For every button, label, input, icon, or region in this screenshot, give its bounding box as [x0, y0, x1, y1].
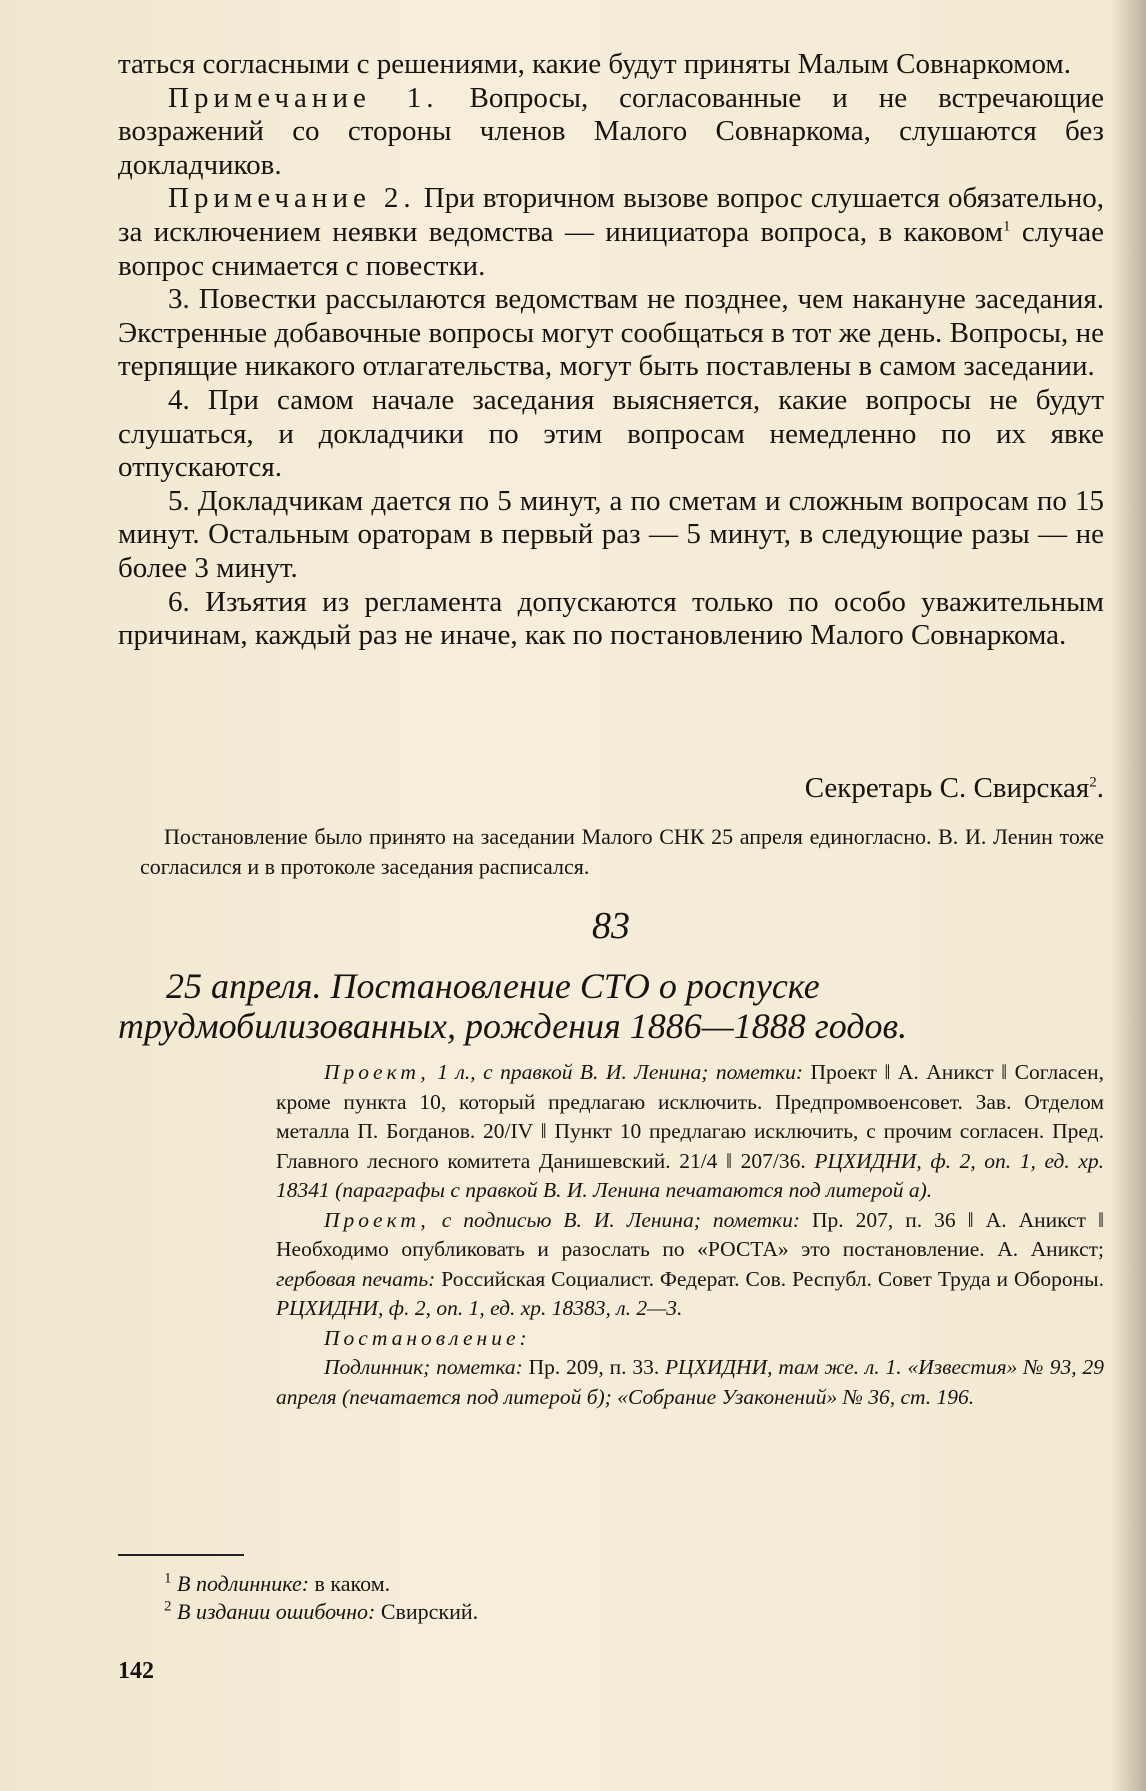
footnote-1: $^1$ В подлиннике: в каком.	[164, 1570, 391, 1596]
item-4: 4. При самом начале заседания выясняется, какие вопросы не будут слушаться, и докладчики по этим вопросам немедленно по их явке отпускаются.	[118, 383, 1104, 484]
document-title: 25 апреля. Постановление СТО о роспуске трудмобилизованных, рождения 1886—1888 годов.	[118, 966, 908, 1046]
commentary: Постановление было принято на заседании Малого СНК 25 апреля единогласно. В. И. Ленин тоже согласился и в протоколе заседания расписался.	[140, 824, 1104, 879]
archival-paragraph-3: Постановление:	[324, 1325, 531, 1350]
archival-paragraph-4: Подлинник; пометка: Пр. 209, п. 33. РЦХИДНИ, там же. л. 1. «Известия» № 93, 29 апреля (печатается под литерой б); «Собрание Узаконений» № 36, ст. 196.	[276, 1355, 1104, 1409]
note-2	[118, 182, 1104, 283]
footnotes	[164, 1570, 1104, 1626]
secretary-signature: Секретарь С. Свирская$^2$.	[804, 772, 1104, 804]
continuation-paragraph: таться согласными с решениями, какие будут приняты Малым Совнаркомом.	[118, 48, 1072, 80]
page-number: 142	[118, 1658, 154, 1684]
note-2-label: Примечание 2.	[168, 182, 416, 215]
note-1-label: Примечание 1.	[168, 81, 439, 114]
footnote-rule	[118, 1554, 244, 1556]
footnote-ref-2: 2	[1089, 774, 1097, 791]
signature-text: Секретарь С. Свирская	[804, 772, 1090, 804]
regulation-text	[118, 48, 1104, 653]
archival-paragraph-1: Проект, 1 л., с правкой В. И. Ленина; пометки: Проект ‖ А. Аникст ‖ Согласен, кроме пункта 10, который предлагаю исключить. Предпромвоенсовет. Зав. Отделом металла П. Богданов. 20/IV ‖ Пункт 10 предлагаю исключить, с прочим согласен. Пред. Главного лесного комитета Данишевский. 21/4 ‖ 207/36. РЦХИДНИ, ф. 2, оп. 1, ед. хр. 18341 (параграфы с правкой В. И. Ленина печатаются под литерой а).	[276, 1060, 1104, 1202]
item-6: 6. Изъятия из регламента допускаются только по особо уважительным причинам, каждый раз не иначе, как по постановлению Малого Совнаркома.	[118, 585, 1104, 652]
item-3: 3. Повестки рассылаются ведомствам не позднее, чем накануне заседания. Экстренные добавочные вопросы могут сообщаться в тот же день. Вопросы, не терпящие никакого отлагательства, могут быть поставлены в самом заседании.	[118, 283, 1104, 383]
note-2-text-a: При вторичном вызове вопрос слушается обязательно, за исключением неявки ведомства — инициатора вопроса, в каковом	[118, 182, 1104, 248]
note-2-text-b: случае вопрос снимается с повестки.	[118, 215, 1104, 282]
note-1-text: Вопросы, согласованные и не встречающие возражений со стороны членов Малого Совнаркома, слушаются без докладчиков.	[118, 81, 1104, 181]
archival-paragraph-2: Проект, с подписью В. И. Ленина; пометки: Пр. 207, п. 36 ‖ А. Аникст ‖ Необходимо опубликовать и разослать по «РОСТА» это постановление. А. Аникст; гербовая печать: Российская Социалист. Федерат. Сов. Республ. Совет Труда и Обороны. РЦХИДНИ, ф. 2, оп. 1, ед. хр. 18383, л. 2—3.	[276, 1207, 1104, 1320]
footnote-2: $^2$ В издании ошибочно: Свирский.	[164, 1598, 479, 1624]
page-binding-shadow	[1110, 0, 1146, 1791]
archival-notes	[276, 1058, 1104, 1412]
document-number: 83	[592, 905, 630, 947]
item-5: 5. Докладчикам дается по 5 минут, а по сметам и сложным вопросам по 15 минут. Остальным ораторам в первый раз — 5 минут, в следующие разы — не более 3 минут.	[118, 484, 1104, 584]
note-1	[118, 82, 1104, 183]
footnote-ref-1: 1	[1002, 218, 1011, 235]
